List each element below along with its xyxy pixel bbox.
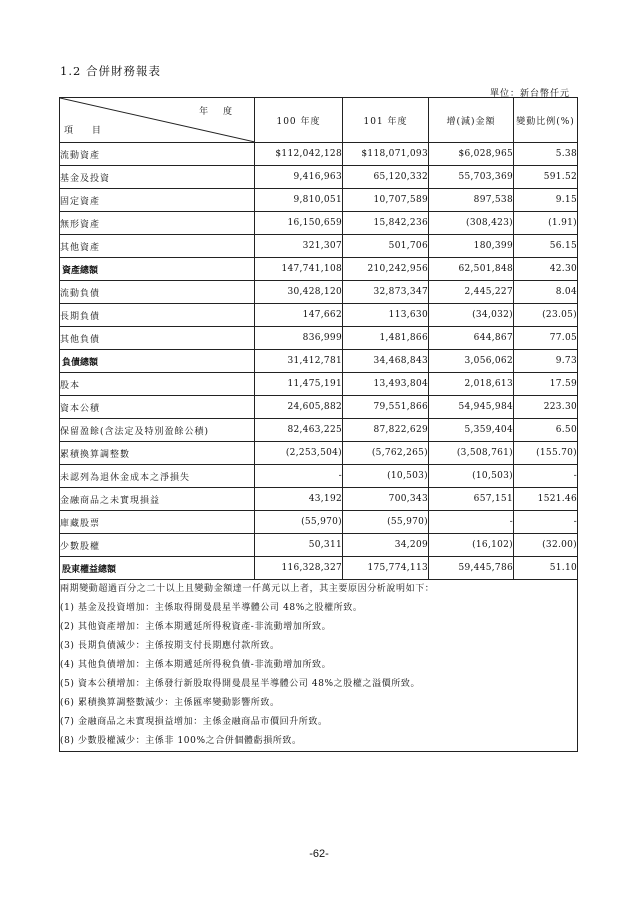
value-101: (55,970)	[343, 511, 429, 534]
table-row	[60, 373, 578, 396]
value-100: 24,605,882	[255, 396, 343, 419]
table-row	[60, 488, 578, 511]
table-row	[60, 281, 578, 304]
value-ratio: (32.00)	[514, 534, 578, 557]
value-diff: 644,867	[429, 327, 514, 350]
section-title: 1.2 合併財務報表	[60, 64, 161, 78]
value-101: 10,707,589	[343, 189, 429, 212]
value-101: 79,551,866	[343, 396, 429, 419]
value-100: 9,810,051	[255, 189, 343, 212]
row-label: 資產總額	[60, 258, 255, 281]
value-diff: (3,508,761)	[429, 442, 514, 465]
value-diff: 180,399	[429, 235, 514, 258]
value-101: 501,706	[343, 235, 429, 258]
header-item-label: 項 目	[64, 126, 109, 136]
value-ratio: 9.15	[514, 189, 578, 212]
row-label: 金融商品之未實現損益	[60, 488, 255, 511]
value-101: 13,493,804	[343, 373, 429, 396]
table-row	[60, 189, 578, 212]
note-line: (8) 少數股權減少：主係非 100%之合併個體虧損所致。	[60, 736, 302, 746]
header-col-diff: 增(減)金額	[429, 98, 514, 143]
value-100: 836,999	[255, 327, 343, 350]
value-ratio: 5.38	[514, 143, 578, 166]
value-101: 700,343	[343, 488, 429, 511]
row-label: 股本	[60, 373, 255, 396]
row-label: 少數股權	[60, 534, 255, 557]
value-101: 32,873,347	[343, 281, 429, 304]
value-101: 1,481,866	[343, 327, 429, 350]
value-100: 321,307	[255, 235, 343, 258]
value-100: 31,412,781	[255, 350, 343, 373]
value-diff: (16,102)	[429, 534, 514, 557]
value-diff: (34,032)	[429, 304, 514, 327]
note-line: (6) 累積換算調整數減少：主係匯率變動影響所致。	[60, 698, 280, 708]
row-label: 無形資產	[60, 212, 255, 235]
header-col-101: 101 年度	[343, 98, 429, 143]
note-line: (3) 長期負債減少：主係按期支付長期應付款所致。	[60, 641, 280, 651]
table-row	[60, 396, 578, 419]
table-row	[60, 143, 578, 166]
value-100: (55,970)	[255, 511, 343, 534]
row-label: 流動資產	[60, 143, 255, 166]
value-ratio: (1.91)	[514, 212, 578, 235]
table-row	[60, 419, 578, 442]
value-100: 30,428,120	[255, 281, 343, 304]
value-ratio: 591.52	[514, 166, 578, 189]
row-label: 未認列為退休金成本之淨損失	[60, 465, 255, 488]
row-label: 負債總額	[60, 350, 255, 373]
value-ratio: 51.10	[514, 557, 578, 580]
value-101: 113,630	[343, 304, 429, 327]
value-100: 147,662	[255, 304, 343, 327]
value-ratio: -	[514, 511, 578, 534]
value-100: $112,042,128	[255, 143, 343, 166]
value-100: 9,416,963	[255, 166, 343, 189]
table-header-row	[60, 98, 578, 143]
value-diff: 62,501,848	[429, 258, 514, 281]
value-101: (5,762,265)	[343, 442, 429, 465]
value-ratio: (23.05)	[514, 304, 578, 327]
value-diff: (308,423)	[429, 212, 514, 235]
table-row	[60, 350, 578, 373]
page-number: -62-	[309, 848, 329, 860]
row-label: 基金及投資	[60, 166, 255, 189]
value-101: $118,071,093	[343, 143, 429, 166]
value-diff: $6,028,965	[429, 143, 514, 166]
table-row	[60, 258, 578, 281]
value-101: 210,242,956	[343, 258, 429, 281]
table-row	[60, 304, 578, 327]
value-100: 82,463,225	[255, 419, 343, 442]
row-label: 流動負債	[60, 281, 255, 304]
row-label: 保留盈餘(含法定及特別盈餘公積)	[60, 419, 255, 442]
value-ratio: 56.15	[514, 235, 578, 258]
value-diff: 2,445,227	[429, 281, 514, 304]
value-100: 147,741,108	[255, 258, 343, 281]
row-label: 庫藏股票	[60, 511, 255, 534]
value-ratio: 223.30	[514, 396, 578, 419]
value-diff: 54,945,984	[429, 396, 514, 419]
notes-cell	[60, 580, 578, 752]
value-diff: 3,056,062	[429, 350, 514, 373]
value-101: 65,120,332	[343, 166, 429, 189]
note-line: (4) 其他負債增加：主係本期遞延所得稅負債-非流動增加所致。	[60, 660, 332, 670]
table-row	[60, 534, 578, 557]
note-line: (7) 金融商品之未實現損益增加：主係金融商品市價回升所致。	[60, 717, 328, 727]
value-diff: 55,703,369	[429, 166, 514, 189]
unit-label: 單位：新台幣仟元	[489, 89, 570, 99]
value-ratio: 6.50	[514, 419, 578, 442]
row-label: 股東權益總額	[60, 557, 255, 580]
table-row	[60, 557, 578, 580]
value-ratio: (155.70)	[514, 442, 578, 465]
value-ratio: 77.05	[514, 327, 578, 350]
table-row	[60, 166, 578, 189]
value-diff: (10,503)	[429, 465, 514, 488]
note-line: 兩期變動超過百分之二十以上且變動金額達一仟萬元以上者，其主要原因分析說明如下：	[60, 584, 435, 594]
value-100: 116,328,327	[255, 557, 343, 580]
value-101: 15,842,236	[343, 212, 429, 235]
value-101: 34,468,843	[343, 350, 429, 373]
note-line: (2) 其他資產增加：主係本期遞延所得稅資產-非流動增加所致。	[60, 622, 332, 632]
value-diff: 59,445,786	[429, 557, 514, 580]
row-label: 固定資產	[60, 189, 255, 212]
value-diff: 2,018,613	[429, 373, 514, 396]
value-100: 50,311	[255, 534, 343, 557]
value-100: -	[255, 465, 343, 488]
row-label: 資本公積	[60, 396, 255, 419]
financial-table	[59, 97, 578, 752]
value-ratio: 9.73	[514, 350, 578, 373]
row-label: 其他負債	[60, 327, 255, 350]
table-row	[60, 465, 578, 488]
row-label: 累積換算調整數	[60, 442, 255, 465]
value-ratio: 17.59	[514, 373, 578, 396]
header-year-label: 年 度	[199, 107, 238, 117]
value-ratio: -	[514, 465, 578, 488]
value-ratio: 42.30	[514, 258, 578, 281]
header-col-100: 100 年度	[255, 98, 343, 143]
value-101: 87,822,629	[343, 419, 429, 442]
value-100: 16,150,659	[255, 212, 343, 235]
header-diagonal-cell	[60, 98, 255, 143]
value-100: 43,192	[255, 488, 343, 511]
value-100: 11,475,191	[255, 373, 343, 396]
value-100: (2,253,504)	[255, 442, 343, 465]
table-row	[60, 212, 578, 235]
table-row	[60, 327, 578, 350]
value-diff: 5,359,404	[429, 419, 514, 442]
value-ratio: 8.04	[514, 281, 578, 304]
notes-row	[60, 580, 578, 752]
row-label: 其他資產	[60, 235, 255, 258]
value-101: (10,503)	[343, 465, 429, 488]
header-col-ratio: 變動比例(%)	[514, 98, 578, 143]
note-line: (1) 基金及投資增加：主係取得開曼晨星半導體公司 48%之股權所致。	[60, 603, 363, 613]
note-line: (5) 資本公積增加：主係發行新股取得開曼晨星半導體公司 48%之股權之溢價所致。	[60, 679, 421, 689]
value-diff: 657,151	[429, 488, 514, 511]
table-row	[60, 511, 578, 534]
row-label: 長期負債	[60, 304, 255, 327]
value-101: 175,774,113	[343, 557, 429, 580]
value-diff: -	[429, 511, 514, 534]
value-diff: 897,538	[429, 189, 514, 212]
value-101: 34,209	[343, 534, 429, 557]
value-ratio: 1521.46	[514, 488, 578, 511]
table-row	[60, 235, 578, 258]
table-row	[60, 442, 578, 465]
